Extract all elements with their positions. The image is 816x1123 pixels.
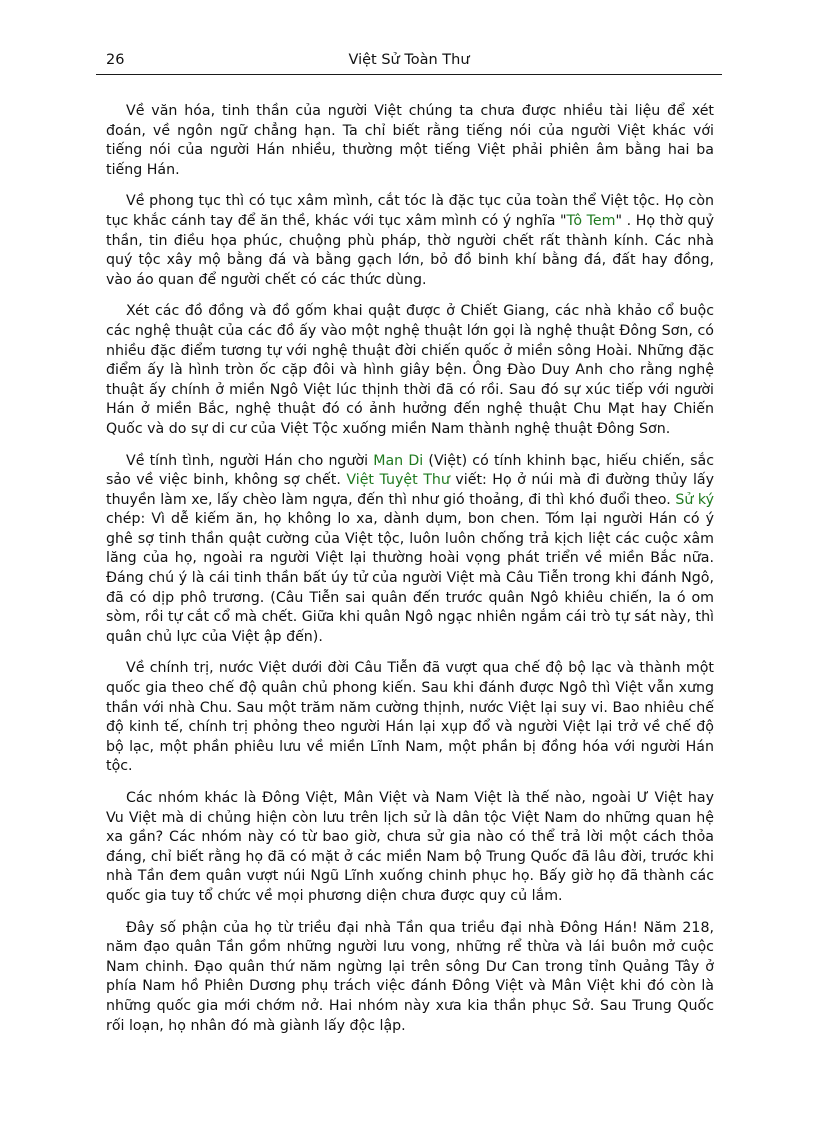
link-to-tem[interactable]: Tô Tem <box>566 212 616 229</box>
page-number: 26 <box>106 52 125 68</box>
paragraph-character <box>106 452 714 648</box>
text-run: viết: Họ ở núi mà đi đường thủy lấy thuyền làm xe, lấy chèo làm ngựa, đến thì như gió thoảng, đi thì khó đuổi theo. <box>106 472 714 508</box>
paragraph-customs <box>106 192 714 290</box>
running-title: Việt Sử Toàn Thư <box>348 52 470 68</box>
paragraph-art: Xét các đồ đồng và đồ gốm khai quật được ở Chiết Giang, các nhà khảo cổ buộc các nghệ thuật của các đồ ấy vào một nghệ thuật lớn gọi là nghệ thuật Đông Sơn, có nhiều đặc điểm tương tự với nghệ thuật đời chiến quốc ở miền sông Hoài. Những đặc điểm ấy là hình tròn ốc cặp đôi và hình giây bện. Ông Đào Duy Anh cho rằng nghệ thuật ấy chính ở miền Ngô Việt lúc thịnh thời đã có rồi. Sau đó sự xúc tiếp với người Hán ở miền Bắc, nghệ thuật đó có ảnh hưởng đến nghệ thuật Chu Mạt hay Chiến Quốc và do sự di cư của Việt Tộc xuống miền Nam thành nghệ thuật Đông Sơn. <box>106 303 714 437</box>
page-body <box>106 102 714 1048</box>
paragraph-fate: Đây số phận của họ từ triều đại nhà Tần qua triều đại nhà Đông Hán! Năm 218, năm đạo quân Tần gồm những người lưu vong, những rể thừa và lái buôn mở cuộc Nam chinh. Đạo quân thứ năm ngừng lại trên sông Dư Can trong tỉnh Quảng Tây ở phía Nam hồ Phiên Dương phụ trách việc đánh Đông Việt và Mân Việt khi đó còn là những quốc gia mới chớm nở. Hai nhóm này xưa kia thần phục Sở. Sau Trung Quốc rối loạn, họ nhân đó mà giành lấy độc lập. <box>106 919 714 1034</box>
page-header <box>96 52 722 75</box>
text-run: Về tính tình, người Hán cho người <box>126 452 374 469</box>
text-run: " . Họ thờ quỷ thần, tin điều họa phúc, chuộng phù pháp, thờ người chết rất thành kính. Các nhà quý tộc xây mộ bằng đá và bằng gạch lớn, bỏ đồ binh khí bằng đá, đất hay đồng, vào áo quan để người chết có các thức dùng. <box>106 212 714 288</box>
paragraph-culture: Về văn hóa, tinh thần của người Việt chúng ta chưa được nhiều tài liệu để xét đoán, về ngôn ngữ chẳng hạn. Ta chỉ biết rằng tiếng nói của người Việt khác với tiếng nói của người Hán nhiều, thường một tiếng Việt phải phiên âm bằng hai ba tiếng Hán. <box>106 103 714 178</box>
paragraph-politics: Về chính trị, nước Việt dưới đời Câu Tiễn đã vượt qua chế độ bộ lạc và thành một quốc gia theo chế độ quân chủ phong kiến. Sau khi đánh được Ngô thì Việt vẫn xưng thần với nhà Chu. Sau một trăm năm cường thịnh, nước Việt lại suy vi. Bao nhiêu chế độ kinh tế, chính trị phỏng theo người Hán lại xụp đổ và người Việt lại trở về chế độ bộ lạc, một phần phiêu lưu về miền Lĩnh Nam, một phần bị đồng hóa với người Hán tộc. <box>106 660 714 775</box>
link-viet-tuyet-thu[interactable]: Việt Tuyệt Thư <box>346 472 450 489</box>
link-man-di[interactable]: Man Di <box>373 452 424 469</box>
link-su-ky[interactable]: Sử ký <box>675 491 714 508</box>
text-run: Về phong tục thì có tục xâm mình, cắt tóc là đặc tục của toàn thể Việt tộc. Họ còn tục khắc cánh tay để ăn thề, khác với tục xâm mình có ý nghĩa " <box>106 193 714 229</box>
text-run: (Việt) có tính khinh bạc, hiếu chiến, sắc sảo về việc binh, không sợ chết. <box>106 452 714 489</box>
paragraph-other-groups: Các nhóm khác là Đông Việt, Mân Việt và Nam Việt là thế nào, ngoài Ư Việt hay Vu Việt mà di chủng hiện còn lưu trên lịch sử là dân tộc Việt Nam do những quan hệ xa gần? Các nhóm này có từ bao giờ, chưa sử gia nào có thể trả lời một cách thỏa đáng, chỉ biết rằng họ đã có mặt ở các miền Nam bộ Trung Quốc đã lâu đời, trước khi nhà Tần đem quân vượt núi Ngũ Lĩnh xuống chinh phục họ. Bấy giờ họ đã thành các quốc gia tuy tổ chức về mọi phương diện chưa được quy củ lắm. <box>106 790 714 904</box>
text-run: chép: Vì dễ kiếm ăn, họ không lo xa, dành dụm, bon chen. Tóm lại người Hán có ý ghê sợ tinh thần quật cường của Việt tộc, luôn luôn chống trả kịch liệt các cuộc xâm lăng của họ, ngoài ra người Việt lại thường hoài vọng phát triển về miền Bắc nữa. Đáng chú ý là cái tinh thần bất úy tử của người Việt mà Câu Tiễn trong khi đánh Ngô, đã có dịp phô trương. (Câu Tiễn sai quân đến trước quân Ngô khiêu chiến, la ó om sòm, rồi tự cắt cổ mà chết. Giữa khi quân Ngô ngạc nhiên ngắm cái trò tự sát này, thì quân chủ lực của Việt ập đến). <box>106 511 714 645</box>
